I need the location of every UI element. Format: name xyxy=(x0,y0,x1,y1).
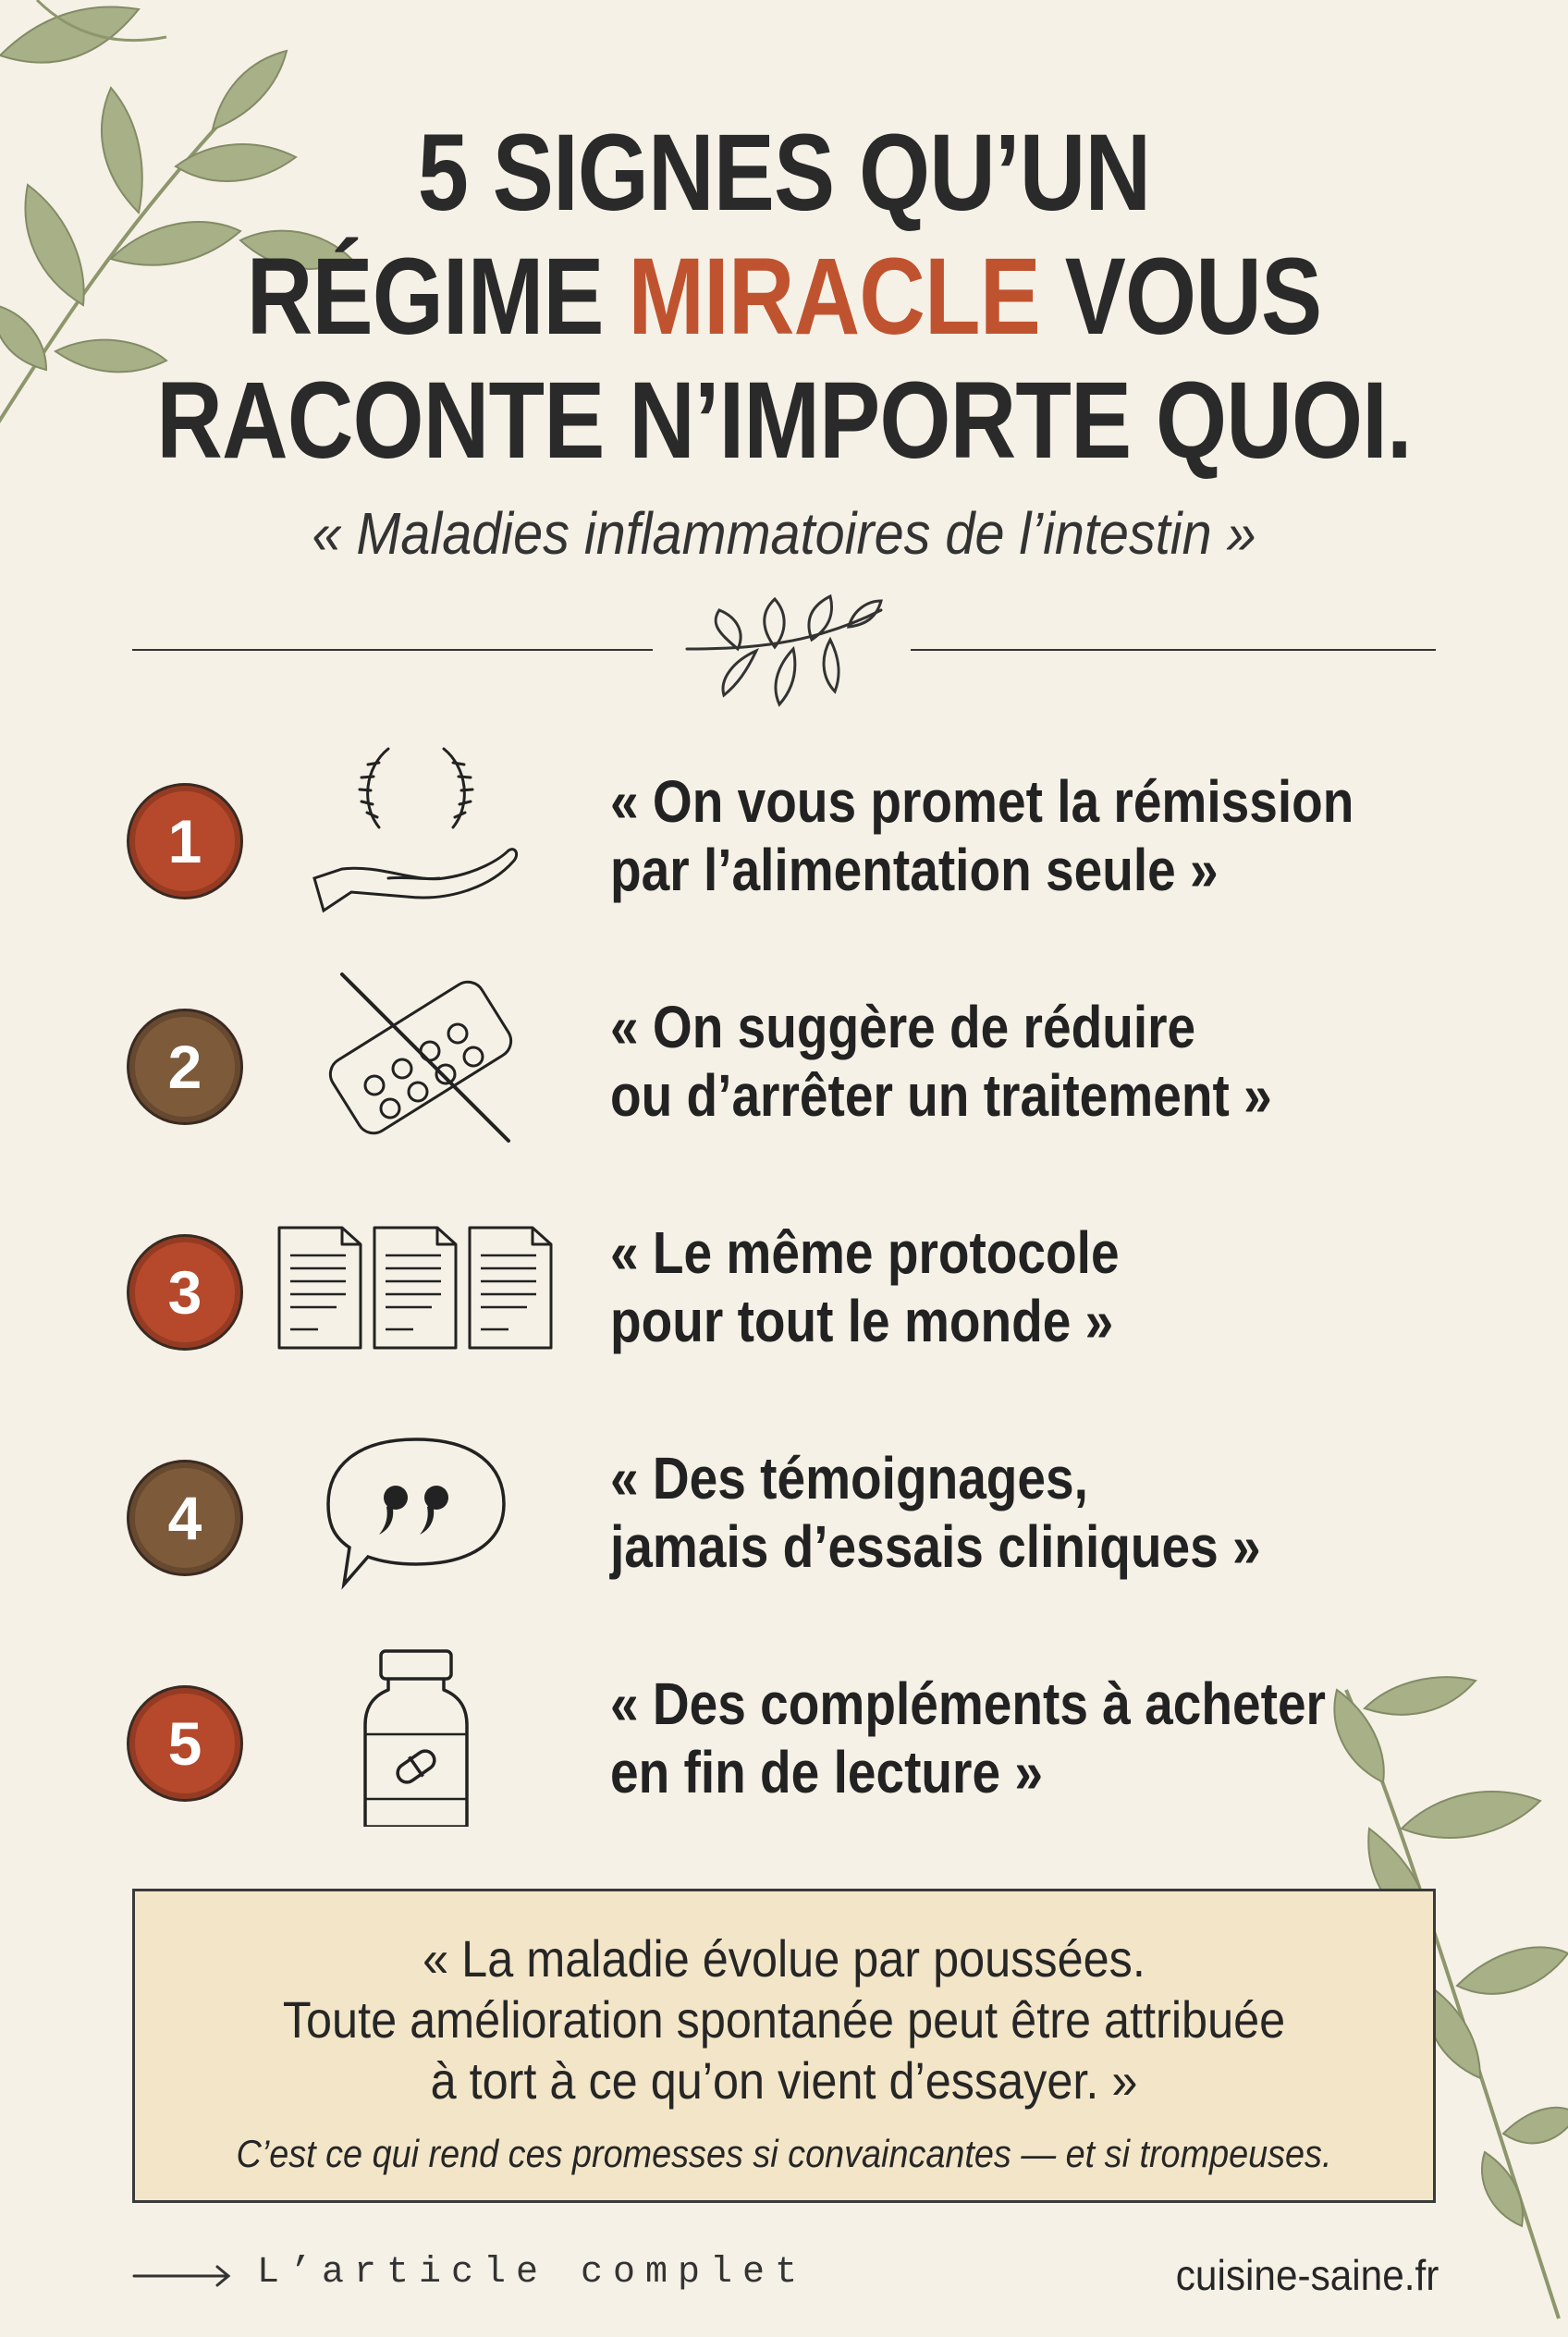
item-text-line-1: « Le même protocole xyxy=(610,1219,1120,1286)
list-item xyxy=(0,1416,1568,1601)
sprig-icon xyxy=(682,592,888,712)
quote-line-1: « La maladie évolue par poussées. xyxy=(423,1929,1145,1988)
item-text xyxy=(610,767,1405,904)
title-line-2-end: VOUS xyxy=(1040,236,1322,358)
item-text-line-2: pour tout le monde » xyxy=(610,1288,1114,1354)
item-text-line-1: « On suggère de réduire xyxy=(610,994,1196,1060)
item-text xyxy=(610,1218,1405,1355)
supplement-bottle-icon xyxy=(277,1642,555,1827)
item-text-line-2: en fin de lecture » xyxy=(610,1739,1043,1805)
divider-line-right xyxy=(911,649,1436,651)
item-text-line-1: « On vous promet la rémission xyxy=(610,768,1354,835)
number-badge: 4 xyxy=(129,1462,240,1573)
item-text-line-2: ou d’arrêter un traitement » xyxy=(610,1062,1272,1129)
number-badge: 1 xyxy=(129,786,240,897)
item-text-line-1: « Des compléments à acheter xyxy=(610,1670,1326,1737)
page-title xyxy=(126,111,1443,483)
divider-line-left xyxy=(132,649,653,651)
item-text xyxy=(610,993,1405,1130)
laurel-hand-icon xyxy=(277,740,555,924)
list-item xyxy=(0,965,1568,1150)
title-accent-word: MIRACLE xyxy=(628,236,1041,358)
title-line-2-start: RÉGIME xyxy=(246,236,629,358)
list-item xyxy=(0,1642,1568,1827)
number-badge: 3 xyxy=(129,1237,240,1348)
list-item xyxy=(0,740,1568,924)
quote-line-3: à tort à ce qu’on vient d’essayer. » xyxy=(430,2051,1138,2110)
quote-box xyxy=(132,1889,1436,2203)
item-text xyxy=(610,1444,1405,1581)
item-text xyxy=(610,1670,1405,1806)
arrow-right-icon xyxy=(132,2263,234,2289)
list-item xyxy=(0,1191,1568,1376)
quote-line-2: Toute amélioration spontanée peut être attribuée xyxy=(282,1990,1286,2049)
title-line-1: 5 SIGNES QU’UN xyxy=(417,112,1151,234)
quote-note: C’est ce qui rend ces promesses si convaincantes — et si trompeuses. xyxy=(236,2132,1332,2175)
quote-text xyxy=(200,1928,1368,2111)
title-line-3: RACONTE N’IMPORTE QUOI. xyxy=(156,360,1412,482)
item-text-line-1: « Des témoignages, xyxy=(610,1445,1088,1511)
number-badge: 2 xyxy=(129,1011,240,1122)
subtitle: « Maladies inflammatoires de l’intestin » xyxy=(312,500,1256,567)
speech-quote-icon xyxy=(277,1416,555,1601)
title-line-2 xyxy=(126,235,1443,359)
article-link[interactable]: L’article complet xyxy=(257,2252,808,2294)
item-text-line-2: jamais d’essais cliniques » xyxy=(610,1513,1261,1580)
site-url: cuisine-saine.fr xyxy=(1175,2251,1439,2299)
crossed-pills-icon xyxy=(277,965,555,1150)
item-text-line-2: par l’alimentation seule » xyxy=(610,837,1219,903)
number-badge: 5 xyxy=(129,1688,240,1799)
documents-icon xyxy=(277,1191,555,1376)
